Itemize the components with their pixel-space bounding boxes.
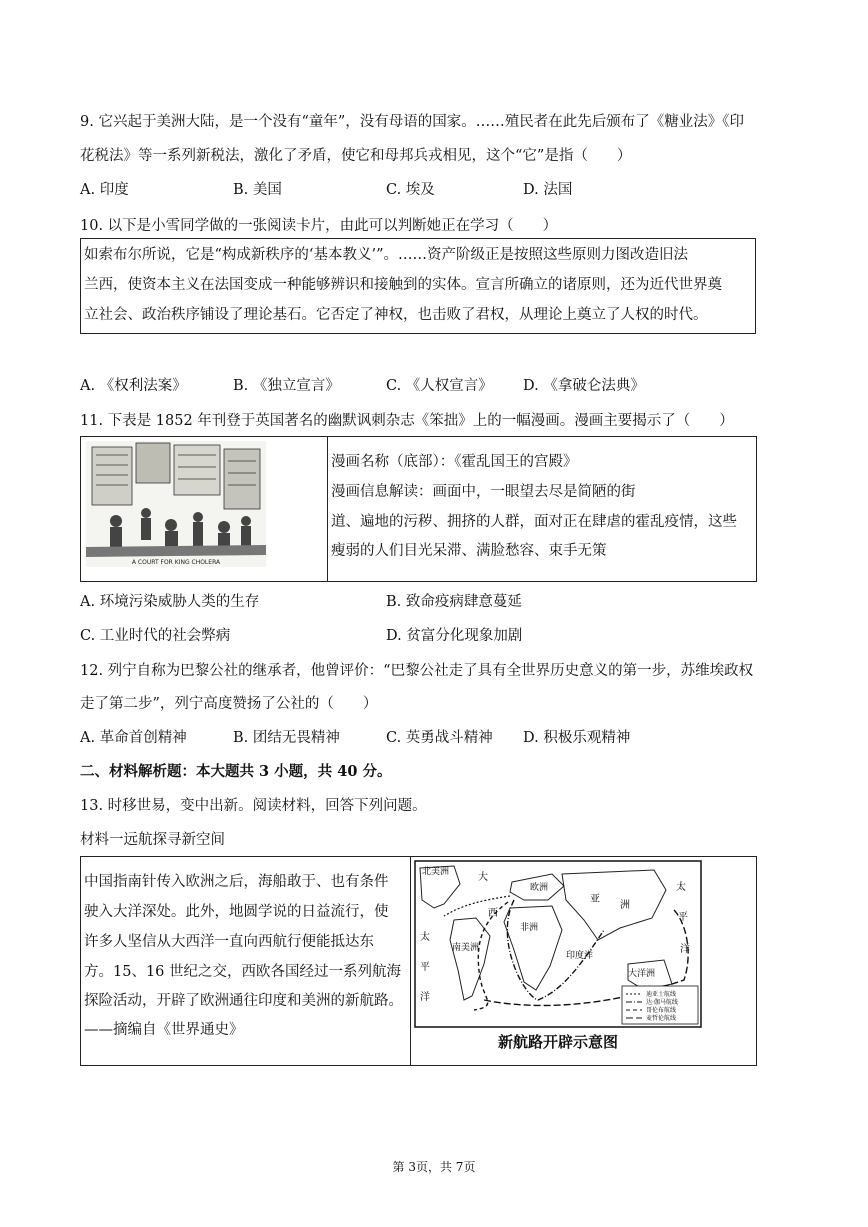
map-label-zhou: 洲 [620,900,630,911]
map-label-tai-left: 太 [420,932,430,943]
q10-stem: 10. 以下是小雪同学做的一张阅读卡片，由此可以判断她正在学习（ ） [80,218,558,234]
q10-card-line1: 如索布尔所说，它是“构成新秩序的‘基本教义’”。……资产阶级正是按照这些原则力图改造旧法 [84,247,689,263]
map-label-africa: 非洲 [520,923,539,933]
map-label-ya: 亚 [590,894,600,905]
legend-item-2: 达·伽马航线 [646,999,678,1006]
q9-option-a: A. 印度 [80,182,129,198]
q12-option-c: C. 英勇战斗精神 [386,730,493,746]
material-line2: 驶入大洋深处。此外，地圆学说的日益流行，使 [84,904,389,920]
q11-option-b: B. 致命疫病肆意蔓延 [386,594,522,610]
q10-option-b: B. 《独立宣言》 [233,378,340,394]
map-label-europe: 欧洲 [530,883,549,893]
q12-stem-line2: 走了第二步”，列宁高度赞扬了公社的（ ） [80,696,378,712]
map-label-south-america: 南美洲 [452,943,480,953]
material-line4: 方。15、16 世纪之交，西欧各国经过一系列航海 [84,964,402,980]
q11-table-line1: 漫画名称（底部）：《霍乱国王的宫殿》 [331,454,578,470]
section-heading: 二、材料解析题：本大题共 3 小题，共 40 分。 [80,763,392,780]
new-route-map [414,860,702,1028]
q11-table-line4: 瘦弱的人们目光呆滞、满脸愁容、束手无策 [331,543,607,559]
q9-option-d: D. 法国 [523,182,573,198]
material-line1: 中国指南针传入欧洲之后，海船敢于、也有条件 [84,874,389,890]
legend-item-3: 哥伦布航线 [646,1007,677,1014]
map-label-yang-right: 洋 [680,944,690,955]
legend-item-4: 麦哲伦航线 [646,1015,677,1022]
q12-option-a: A. 革命首创精神 [80,730,187,746]
material-title: 材料一远航探寻新空间 [80,832,225,848]
page-footer: 第 3页，共 7页 [392,1160,476,1174]
material-line3: 许多人坚信从大西洋一直向西航行便能抵达东 [84,934,374,950]
q9-option-b: B. 美国 [233,182,282,198]
q11-option-d: D. 贫富分化现象加剧 [386,628,523,644]
cartoon-caption: A COURT FOR KING CHOLERA [131,559,221,566]
q10-option-c: C. 《人权宣言》 [386,378,493,394]
map-label-north-america: 北美洲 [422,867,450,877]
map-label-indian-ocean: 印度洋 [566,951,594,961]
q10-card-line2: 兰西，使资本主义在法国变成一种能够辨识和接触到的实体。宣言所确立的诸原则，还为近代世界奠 [84,277,722,293]
q13-stem: 13. 时移世易，变中出新。阅读材料，回答下列问题。 [80,798,427,814]
q9-stem-line1: 9. 它兴起于美洲大陆，是一个没有“童年”，没有母语的国家。……殖民者在此先后颁布了《糖业法》《印 [80,114,745,130]
cartoon-image [86,441,266,567]
q11-table-line2: 漫画信息解读：画面中，一眼望去尽是简陋的街 [331,484,636,500]
q11-table-line3: 道、遍地的污秽、拥挤的人群，面对正在肆虐的霍乱疫情，这些 [331,514,737,530]
q11-stem: 11. 下表是 1852 年刊登于英国著名的幽默讽刺杂志《笨拙》上的一幅漫画。漫画主要揭示了（ ） [80,413,734,429]
q9-stem-line2: 花税法》等一系列新税法，激化了矛盾，使它和母邦兵戎相见，这个“它”是指（ ） [80,148,632,164]
q11-table-divider [327,436,328,582]
legend-item-1: 迪亚士航线 [646,991,677,998]
q10-card-line3: 立社会、政治秩序铺设了理论基石。它否定了神权，也击败了君权，从理论上奠立了人权的时代。 [84,307,708,323]
q11-option-c: C. 工业时代的社会弊病 [80,628,231,644]
map-caption: 新航路开辟示意图 [497,1033,618,1051]
q10-option-d: D. 《拿破仑法典》 [523,378,645,394]
q10-option-a: A. 《权利法案》 [80,378,187,394]
q12-option-d: D. 积极乐观精神 [523,730,631,746]
map-label-ping-right: 平 [678,912,688,923]
map-label-yang-left: 洋 [420,992,430,1003]
map-label-oceania: 大洋洲 [628,969,656,979]
q13-table-divider [410,856,411,1066]
map-label-xi: 西 [488,908,498,919]
q12-option-b: B. 团结无畏精神 [233,730,340,746]
material-source: ——摘编自《世界通史》 [84,1022,244,1038]
map-label-da: 大 [478,872,488,883]
q11-option-a: A. 环境污染威胁人类的生存 [80,594,260,610]
material-line5: 探险活动，开辟了欧洲通往印度和美洲的新航路。 [84,993,403,1009]
map-label-tai-right: 太 [676,882,686,893]
q9-option-c: C. 埃及 [386,182,435,198]
q12-stem-line1: 12. 列宁自称为巴黎公社的继承者，他曾评价：“巴黎公社走了具有全世界历史意义的第一步，苏维埃政权 [80,663,754,679]
map-label-ping-left: 平 [420,962,430,973]
